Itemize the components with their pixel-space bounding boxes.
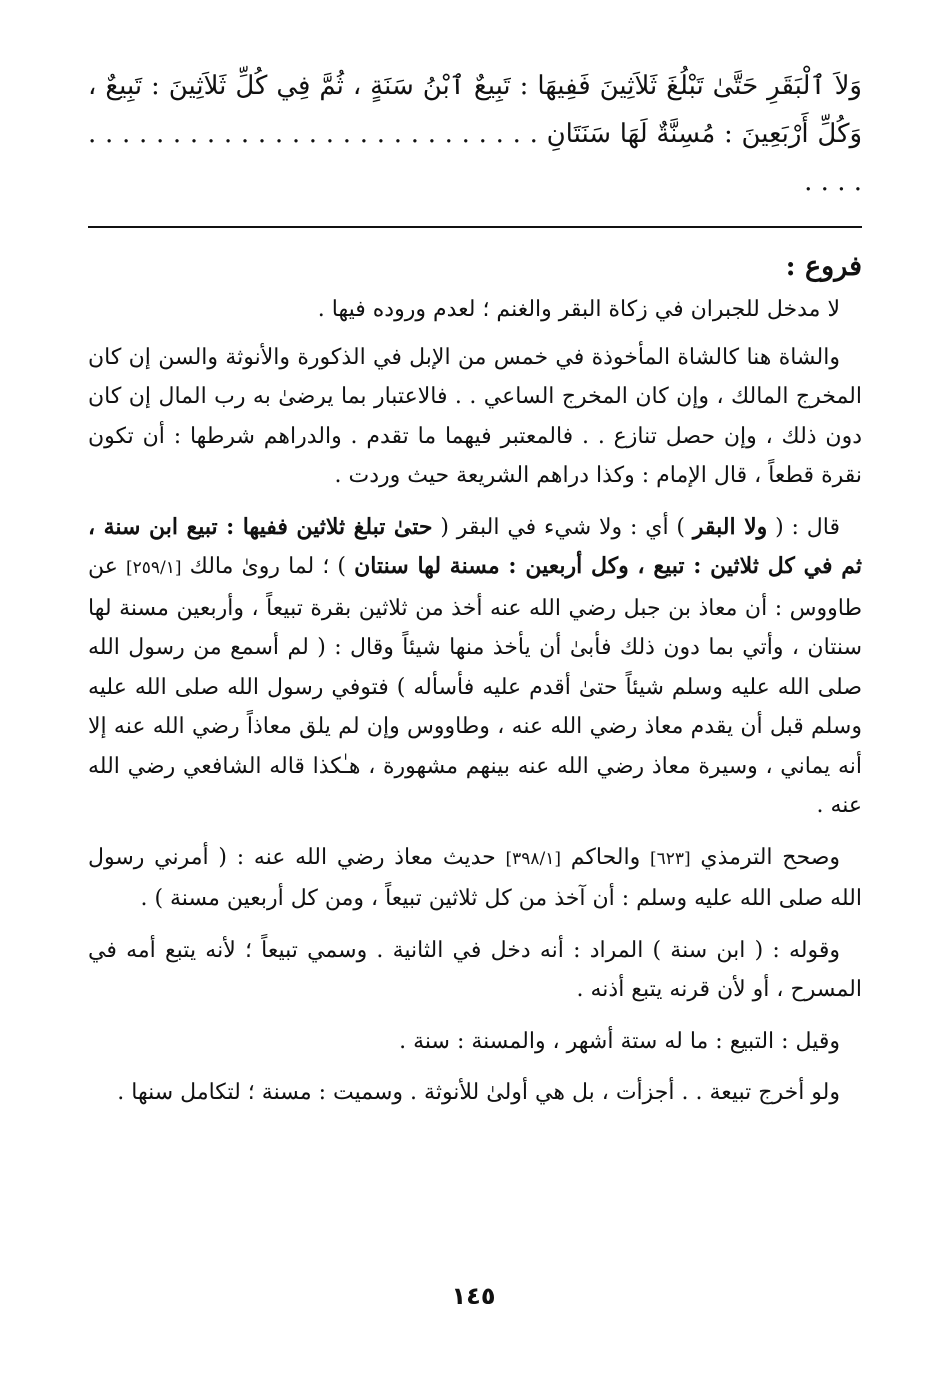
paragraph-7: ولو أخرج تبيعة . . أجزأت ، بل هي أولىٰ للأنوثة . وسميت : مسنة ؛ لتكامل سنها .: [117, 1080, 840, 1105]
page-body: [88, 62, 862, 1125]
page-number: ١٤٥: [451, 1282, 496, 1310]
p3-text-1: قال : (: [767, 514, 840, 540]
p4-reference-hakim: [٣٩٨/١]: [505, 848, 562, 869]
matn-text: وَلاَ ٱلْبَقَرِ حَتَّىٰ تَبْلُغَ ثَلاَثِينَ فَفِيهَا : تَبِيعٌ ٱبْنُ سَنَةٍ ، ثُمَّ فِي كُلِّ ثَلاَثِينَ : تَبِيعٌ ، وَكُلِّ أَرْبَعِينَ : مُسِنَّةٌ لَهَا سَنَتَانِ . . . . . . . . . . . . . . . . . . . . . . . . . . . . . . .: [88, 71, 862, 197]
paragraph-3: [88, 508, 862, 826]
p4-reference-tirmidhi: [٦٢٣]: [649, 848, 691, 869]
p4-text-1: وصحح الترمذي: [690, 844, 840, 870]
p3-text-2: ) أي : ولا شيء في البقر (: [432, 514, 693, 540]
paragraph-1: لا مدخل للجبران في زكاة البقر والغنم ؛ لعدم وروده فيها .: [317, 297, 840, 322]
matn-divider: [88, 226, 862, 228]
p3-matn-quote-1: ولا البقر: [692, 513, 768, 540]
paragraph-2: والشاة هنا كالشاة المأخوذة في خمس من الإبل في الذكورة والأنوثة والسن إن كان المخرج المالك ، وإن كان المخرج الساعي . . فالاعتبار بما يرضىٰ به رب المال إن كان دون ذلك ، وإن حصل تنازع . . فالمعتبر فيهما ما تقدم . والدراهم شرطها : أن تكون نقرة قطعاً ، قال الإمام : وكذا دراهم الشريعة حيث وردت .: [88, 344, 862, 488]
p3-reference: [٢٥٩/١]: [126, 558, 182, 578]
p3-text-4: عن طاووس : أن معاذ بن جبل رضي الله عنه أخذ من ثلاثين بقرة تبيعاً ، وأربعين مسنة لها سنتان ، وأتي بما دون ذلك فأبىٰ أن يأخذ منها شيئاً وقال : ( لم أسمع من رسول الله صلى الله عليه وسلم شيئاً حتىٰ أقدم عليه فأسأله ) فتوفي رسول الله صلى الله عليه وسلم قبل أن يقدم معاذ رضي الله عنه ، وطاووس وإن لم يلق معاذاً رضي الله عنه إلا أنه يماني ، وسيرة معاذ رضي الله عنه بينهم مشهورة ، هـٰكذا قاله الشافعي رضي الله عنه .: [88, 554, 862, 818]
paragraph-5: وقوله : ( ابن سنة ) المراد : أنه دخل في الثانية . وسمي تبيعاً ؛ لأنه يتبع أمه في المسرح ، أو لأن قرنه يتبع أذنه .: [88, 937, 862, 1002]
paragraph-6: وقيل : التبيع : ما له ستة أشهر ، والمسنة : سنة .: [399, 1028, 840, 1054]
p3-matn-quote-2: حتىٰ تبلغ ثلاثين ففيها : تبيع ابن سنة ، ثم في كل ثلاثين : تبيع ، وكل أربعين : مسنة لها سنتان: [88, 513, 863, 579]
section-heading: فروع :: [785, 251, 862, 282]
p4-text-3: حديث معاذ رضي الله عنه : ( أمرني رسول الله صلى الله عليه وسلم : أن آخذ من كل ثلاثين تبيعاً ، ومن كل أربعين مسنة ) .: [88, 844, 862, 911]
p4-text-2: والحاكم: [561, 844, 650, 870]
paragraph-4: [88, 838, 862, 919]
p3-text-3: ) ؛ لما روىٰ مالك: [181, 554, 355, 579]
